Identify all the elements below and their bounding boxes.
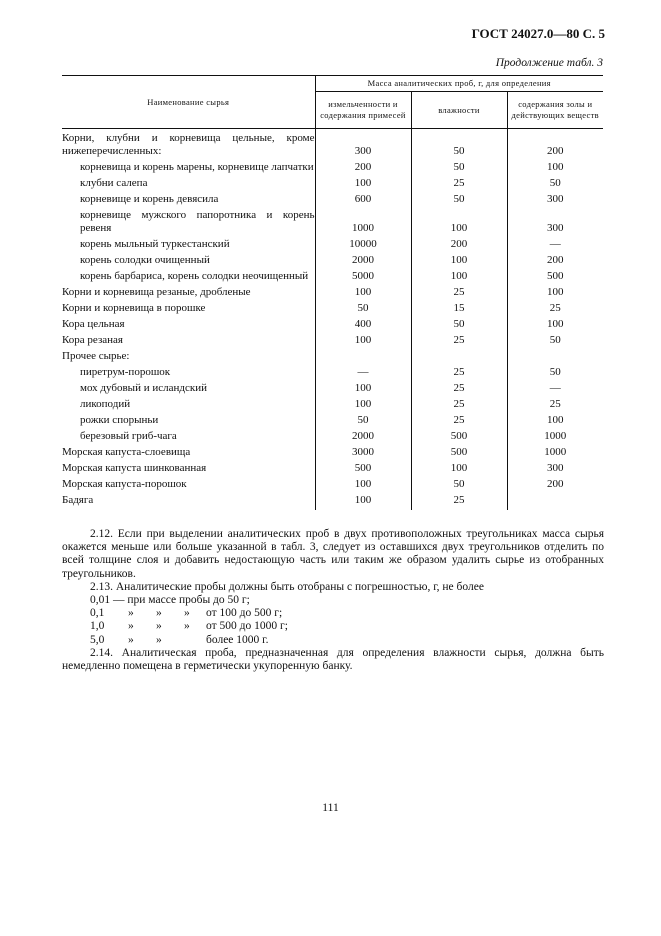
mass-impurities: 300 (315, 129, 411, 162)
table-continuation-label: Продолжение табл. 3 (495, 57, 603, 69)
mass-moisture: 25 (411, 286, 507, 302)
table-row (62, 302, 603, 318)
raw-material-cell (62, 193, 315, 209)
paragraph-2-13: 2.13. Аналитические пробы должны быть отобраны с погрешностью, г, не более (90, 580, 484, 593)
column-header-impurities: измельченности и содержания примесей (315, 92, 411, 129)
column-header-group: Масса аналитических проб, г, для определения (315, 76, 603, 92)
tolerance-q1: » (128, 620, 134, 633)
mass-moisture: 200 (411, 238, 507, 254)
tolerance-list (62, 607, 604, 647)
raw-material-name: корень барбариса, корень солодки неочищенный (80, 270, 309, 282)
raw-material-cell (62, 350, 315, 366)
raw-material-cell (62, 334, 315, 350)
raw-material-name: Кора резаная (62, 334, 123, 346)
table-row (62, 286, 603, 302)
mass-ash: 100 (507, 318, 603, 334)
mass-ash: 50 (507, 334, 603, 350)
mass-ash: 200 (507, 478, 603, 494)
raw-material-cell (62, 302, 315, 318)
table-row (62, 478, 603, 494)
raw-material-cell (62, 478, 315, 494)
column-header-name: Наименование сырья (62, 76, 315, 129)
mass-impurities: 100 (315, 398, 411, 414)
mass-impurities: 100 (315, 286, 411, 302)
raw-material-cell (62, 382, 315, 398)
mass-impurities: 600 (315, 193, 411, 209)
raw-material-name: пиретрум-порошок (80, 366, 171, 378)
raw-material-cell (62, 270, 315, 286)
tolerance-row (62, 620, 604, 633)
mass-impurities (315, 350, 411, 366)
table-row (62, 270, 603, 286)
table-row (62, 129, 603, 162)
mass-ash: — (507, 238, 603, 254)
raw-material-cell (62, 414, 315, 430)
table-row (62, 414, 603, 430)
mass-impurities: — (315, 366, 411, 382)
mass-moisture: 25 (411, 382, 507, 398)
mass-moisture: 25 (411, 414, 507, 430)
document-header: ГОСТ 24027.0—80 С. 5 (471, 26, 605, 41)
raw-material-cell (62, 398, 315, 414)
raw-material-name: Корни, клубни и корневища цельные, кроме нижеперечисленных: (62, 132, 315, 157)
mass-moisture: 100 (411, 462, 507, 478)
table-row (62, 366, 603, 382)
sample-mass-table (62, 75, 603, 510)
mass-ash: 100 (507, 161, 603, 177)
tolerance-q1: » (128, 633, 134, 646)
tolerance-range: от 500 до 1000 г; (206, 620, 288, 633)
mass-ash: 300 (507, 209, 603, 238)
tolerance-range: от 100 до 500 г; (206, 607, 283, 620)
table-row (62, 254, 603, 270)
mass-moisture: 500 (411, 430, 507, 446)
raw-material-cell (62, 177, 315, 193)
mass-ash: 50 (507, 366, 603, 382)
table-row (62, 350, 603, 366)
mass-impurities: 100 (315, 478, 411, 494)
mass-ash: 50 (507, 177, 603, 193)
raw-material-cell (62, 462, 315, 478)
mass-impurities: 200 (315, 161, 411, 177)
raw-material-name: ликоподий (80, 398, 131, 410)
raw-material-name: корневище и корень девясила (80, 193, 219, 205)
raw-material-cell (62, 209, 315, 238)
raw-material-name: корневища и корень марены, корневище лапчатки (80, 161, 314, 173)
mass-moisture: 15 (411, 302, 507, 318)
raw-material-cell (62, 366, 315, 382)
tolerance-val: 0,1 (90, 607, 105, 620)
tolerance-row (62, 607, 604, 620)
table-row (62, 462, 603, 478)
raw-material-name: Корни и корневища резаные, дробленые (62, 286, 251, 298)
mass-moisture: 50 (411, 318, 507, 334)
tolerance-line: 0,01 — при массе пробы до 50 г; (90, 594, 250, 607)
table-row (62, 209, 603, 238)
mass-impurities: 400 (315, 318, 411, 334)
mass-impurities: 50 (315, 302, 411, 318)
table-row (62, 161, 603, 177)
mass-moisture: 25 (411, 177, 507, 193)
mass-moisture: 100 (411, 270, 507, 286)
raw-material-cell (62, 286, 315, 302)
tolerance-row (62, 634, 604, 647)
mass-impurities: 50 (315, 414, 411, 430)
mass-moisture: 100 (411, 209, 507, 238)
raw-material-name: корень мыльный туркестанский (80, 238, 230, 250)
mass-ash: 300 (507, 462, 603, 478)
mass-ash (507, 350, 603, 366)
tolerance-q1: » (128, 607, 134, 620)
mass-ash (507, 494, 603, 510)
mass-ash: 200 (507, 129, 603, 162)
tolerance-q2: » (156, 633, 162, 646)
column-header-ash: содержания золы и действующих веществ (507, 92, 603, 129)
paragraph-2-12: 2.12. Если при выделении аналитических проб в двух противоположных треугольниках масса сырья окажется меньше или больше указанной в табл. 3, следует из оставшихся двух треугольников отделить по всей толщине слоя и добавить недостающую часть или таким же образом удалить сырье из отобранных треугольников. (62, 528, 604, 580)
raw-material-cell (62, 129, 315, 162)
mass-ash: 500 (507, 270, 603, 286)
table-row (62, 446, 603, 462)
table-row (62, 238, 603, 254)
mass-impurities: 100 (315, 177, 411, 193)
mass-impurities: 100 (315, 334, 411, 350)
raw-material-name: корень солодки очищенный (80, 254, 210, 266)
table-row (62, 382, 603, 398)
table-body (62, 129, 603, 511)
raw-material-name: корневище мужского папоротника и корень ревеня (80, 209, 315, 234)
mass-moisture: 50 (411, 478, 507, 494)
column-header-moisture: влажности (411, 92, 507, 129)
raw-material-cell (62, 318, 315, 334)
page-number: 111 (322, 802, 339, 814)
mass-impurities: 10000 (315, 238, 411, 254)
raw-material-name: рожки спорыньи (80, 414, 159, 426)
tolerance-range: более 1000 г. (206, 633, 269, 646)
mass-moisture: 50 (411, 193, 507, 209)
table-row (62, 494, 603, 510)
tolerance-q3: » (184, 607, 190, 620)
table-row (62, 318, 603, 334)
raw-material-name: Бадяга (62, 494, 94, 506)
mass-impurities: 2000 (315, 430, 411, 446)
raw-material-name: клубни салепа (80, 177, 148, 189)
mass-ash: 100 (507, 286, 603, 302)
mass-moisture: 25 (411, 334, 507, 350)
mass-moisture (411, 350, 507, 366)
table-row (62, 334, 603, 350)
paragraph-2-14: 2.14. Аналитическая проба, предназначенная для определения влажности сырья, должна быть немедленно помещена в герметически укупоренную банку. (62, 646, 604, 673)
raw-material-name: Морская капуста шинкованная (62, 462, 207, 474)
mass-ash: 200 (507, 254, 603, 270)
mass-moisture: 25 (411, 494, 507, 510)
raw-material-cell (62, 446, 315, 462)
tolerance-val: 1,0 (90, 620, 105, 633)
mass-moisture: 25 (411, 366, 507, 382)
mass-impurities: 100 (315, 382, 411, 398)
mass-ash: 25 (507, 302, 603, 318)
table-row (62, 177, 603, 193)
mass-ash: 100 (507, 414, 603, 430)
mass-ash: 1000 (507, 446, 603, 462)
raw-material-cell (62, 494, 315, 510)
tolerance-q2: » (156, 620, 162, 633)
raw-material-cell (62, 161, 315, 177)
tolerance-q3: » (184, 620, 190, 633)
tolerance-val: 5,0 (90, 633, 105, 646)
mass-impurities: 3000 (315, 446, 411, 462)
raw-material-name: Морская капуста-порошок (62, 478, 187, 490)
raw-material-cell (62, 254, 315, 270)
mass-ash: — (507, 382, 603, 398)
raw-material-name: Прочее сырье: (62, 350, 130, 362)
raw-material-name: Корни и корневища в порошке (62, 302, 206, 314)
mass-moisture: 50 (411, 129, 507, 162)
body-text (62, 528, 604, 673)
mass-impurities: 1000 (315, 209, 411, 238)
table-row (62, 398, 603, 414)
mass-ash: 300 (507, 193, 603, 209)
raw-material-name: березовый гриб-чага (80, 430, 177, 442)
mass-impurities: 100 (315, 494, 411, 510)
mass-ash: 1000 (507, 430, 603, 446)
tolerance-q2: » (156, 607, 162, 620)
raw-material-name: мох дубовый и исландский (80, 382, 207, 394)
raw-material-cell (62, 238, 315, 254)
mass-moisture: 500 (411, 446, 507, 462)
mass-moisture: 25 (411, 398, 507, 414)
raw-material-name: Морская капуста-слоевища (62, 446, 191, 458)
mass-impurities: 2000 (315, 254, 411, 270)
mass-impurities: 5000 (315, 270, 411, 286)
mass-impurities: 500 (315, 462, 411, 478)
table-row (62, 193, 603, 209)
table-row (62, 430, 603, 446)
mass-moisture: 50 (411, 161, 507, 177)
mass-moisture: 100 (411, 254, 507, 270)
mass-ash: 25 (507, 398, 603, 414)
raw-material-name: Кора цельная (62, 318, 125, 330)
raw-material-cell (62, 430, 315, 446)
